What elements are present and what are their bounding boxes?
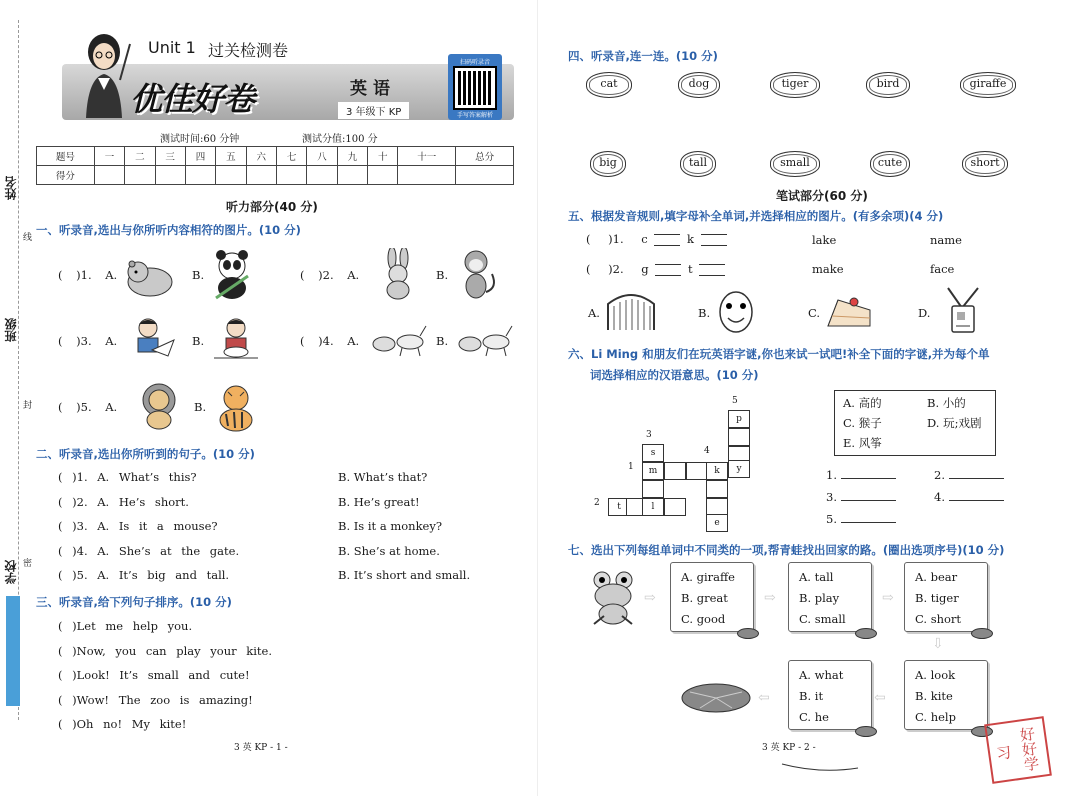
s1-q3-b[interactable]: B. xyxy=(192,334,205,348)
s5-opt-a[interactable]: A. xyxy=(588,306,600,320)
lily-pad-home xyxy=(680,680,752,720)
s6-answer-label: 4. xyxy=(934,490,945,504)
bear-picture[interactable] xyxy=(124,254,176,302)
face-picture[interactable] xyxy=(716,290,756,338)
s6-answer-blank[interactable] xyxy=(841,522,896,523)
score-header-cell: 一 xyxy=(94,147,124,166)
s1-q3[interactable]: ( )3. A. xyxy=(58,334,118,348)
s2-item-3[interactable]: ( )3. A. Is it a mouse? xyxy=(58,519,218,534)
s7-option[interactable]: C. he xyxy=(799,710,829,724)
arrow-3: ⇨ xyxy=(882,590,894,606)
opt-e: E. 风筝 xyxy=(843,436,882,450)
score-input-cell[interactable] xyxy=(307,166,337,185)
match-word-top-3[interactable]: tiger xyxy=(770,72,820,98)
cw-cell-3c[interactable] xyxy=(642,480,664,498)
crossword[interactable] xyxy=(594,396,760,536)
match-word-top-1[interactable]: cat xyxy=(586,72,632,98)
s7-option[interactable]: B. it xyxy=(799,689,824,703)
score-header-cell: 三 xyxy=(155,147,185,166)
s7-group-5 xyxy=(788,660,872,730)
s7-option[interactable]: C. small xyxy=(799,612,846,626)
s1-q4-b[interactable]: B. xyxy=(436,334,449,348)
s7-option[interactable]: C. short xyxy=(915,612,962,626)
s1-q1[interactable]: ( )1. A. xyxy=(58,268,118,282)
page-1-footer: 3 英 KP - 1 - xyxy=(234,743,288,753)
arrow-down: ⇩ xyxy=(932,636,944,652)
s2-item-4[interactable]: ( )4. A. She’s at the gate. xyxy=(58,543,240,558)
s7-option[interactable]: B. great xyxy=(681,591,728,605)
s6-answer-label: 5. xyxy=(826,512,837,526)
s2-item-1[interactable]: ( )1. A. What’s this? xyxy=(58,470,197,484)
cw-cell-1b[interactable] xyxy=(664,462,686,480)
s7-option[interactable]: A. bear xyxy=(915,570,958,584)
s1-q2-b[interactable]: B. xyxy=(436,268,449,282)
s2-item-5-b[interactable]: B. It’s short and small. xyxy=(338,568,471,583)
frog-picture xyxy=(588,570,640,630)
cw-cell-1c[interactable] xyxy=(686,462,708,480)
s7-option[interactable]: C. good xyxy=(681,612,726,626)
written-title: 笔试部分(60 分) xyxy=(776,189,868,203)
score-input-cell[interactable] xyxy=(185,166,215,185)
cw-cell-p[interactable]: p xyxy=(728,410,750,428)
s3-item-4[interactable]: ( )Wow! The zoo is amazing! xyxy=(58,692,253,707)
score-header-cell: 八 xyxy=(307,147,337,166)
section-4-title: 四、听录音,连一连。(10 分) xyxy=(568,49,718,63)
cw-cell-e[interactable]: e xyxy=(706,514,728,532)
arrow-5: ⇦ xyxy=(758,690,770,706)
score-input-cell[interactable] xyxy=(94,166,124,185)
s6-answer-label: 1. xyxy=(826,468,837,482)
test-title: 过关检测卷 xyxy=(208,41,289,60)
cw-cell-m[interactable]: m xyxy=(642,462,664,480)
lily-pad-icon xyxy=(855,628,877,639)
s2-item-4-b[interactable]: B. She’s at home. xyxy=(338,543,440,558)
s5-q1[interactable] xyxy=(586,232,730,246)
score-input-cell[interactable] xyxy=(216,166,246,185)
score-header-cell: 总分 xyxy=(456,147,514,166)
s5-q1-label: ( )1. c xyxy=(586,232,648,246)
s5-q2-letter: t xyxy=(687,262,693,276)
s6-answer-2[interactable] xyxy=(934,468,1004,482)
s2-item-3-b[interactable]: B. Is it a monkey? xyxy=(338,519,442,534)
panda-picture[interactable] xyxy=(210,250,254,304)
opt-a: A. 高的 xyxy=(843,396,882,410)
match-word-bottom-1[interactable]: big xyxy=(590,151,626,177)
cw-num-1: 1 xyxy=(628,462,634,472)
score-header-cell: 九 xyxy=(337,147,367,166)
match-word-bottom-4[interactable]: cute xyxy=(870,151,910,177)
cw-num-4: 4 xyxy=(704,446,710,456)
cw-num-5: 5 xyxy=(732,396,738,406)
section-7-title: 七、选出下列每组单词中不同类的一项,帮青蛙找出回家的路。(圈出选项序号)(10 分) xyxy=(568,543,1005,557)
grade-label: 3 年级下 KP xyxy=(338,102,409,119)
score-table xyxy=(36,146,514,185)
s2-item-1-b[interactable]: B. What’s that? xyxy=(338,470,428,484)
score-input-cell[interactable] xyxy=(398,166,456,185)
score-input-cell[interactable] xyxy=(246,166,276,185)
s6-answer-1[interactable] xyxy=(826,468,896,482)
s1-q1-b[interactable]: B. xyxy=(192,268,205,282)
s3-item-5[interactable]: ( )Oh no! My kite! xyxy=(58,717,187,732)
s6-answer-blank[interactable] xyxy=(949,500,1004,501)
s5-opt-d[interactable]: D. xyxy=(918,306,931,320)
section-2-title: 二、听录音,选出你所听到的句子。(10 分) xyxy=(36,447,255,461)
section-1-title: 一、听录音,选出与你所听内容相符的图片。(10 分) xyxy=(36,223,301,237)
qr-code-block[interactable] xyxy=(448,54,502,120)
cw-num-3: 3 xyxy=(646,430,652,440)
animals-a-picture[interactable] xyxy=(370,324,428,362)
seal-char-1: 线 xyxy=(21,232,31,241)
s1-q5-b[interactable]: B. xyxy=(194,400,207,414)
s2-item-2-b[interactable]: B. He’s great! xyxy=(338,494,420,509)
s6-answer-blank[interactable] xyxy=(841,500,896,501)
score-header-cell: 四 xyxy=(185,147,215,166)
study-stamp: 好好学习 xyxy=(984,716,1052,784)
s7-option[interactable]: A. giraffe xyxy=(681,570,735,584)
s7-option[interactable]: C. help xyxy=(915,710,956,724)
match-word-bottom-2[interactable]: tall xyxy=(680,151,716,177)
score-header-cell: 二 xyxy=(125,147,155,166)
name-label: 姓名 xyxy=(4,176,18,200)
score-row-label: 得分 xyxy=(37,166,95,185)
seal-char-2: 封 xyxy=(21,400,31,409)
s7-option[interactable]: A. tall xyxy=(799,570,834,584)
score-header-cell: 十一 xyxy=(398,147,456,166)
section-6-title-2: 词选择相应的汉语意思。(10 分) xyxy=(590,368,759,382)
tiger-picture[interactable] xyxy=(210,382,262,436)
s5-opt-c[interactable]: C. xyxy=(808,306,821,320)
class-label: 班级 xyxy=(4,318,18,342)
subject-title: 英语 xyxy=(350,79,396,99)
word-make: make xyxy=(812,262,844,276)
score-input-cell[interactable] xyxy=(125,166,155,185)
word-face: face xyxy=(930,262,955,276)
cw-cell-y[interactable]: y xyxy=(728,460,750,478)
qr-top-label: 扫码听录音 xyxy=(459,59,490,66)
test-score: 测试分值:100 分 xyxy=(302,134,378,145)
boy-folding-picture[interactable] xyxy=(128,316,176,364)
gate-picture[interactable] xyxy=(604,288,658,336)
score-input-cell[interactable] xyxy=(276,166,306,185)
score-header-cell: 题号 xyxy=(37,147,95,166)
section-3-title: 三、听录音,给下列句子排序。(10 分) xyxy=(36,595,232,609)
cw-cell-4b[interactable] xyxy=(706,480,728,498)
match-word-top-2[interactable]: dog xyxy=(678,72,720,98)
s1-q2[interactable]: ( )2. A. xyxy=(300,268,360,282)
word-name: name xyxy=(930,233,962,247)
seal-char-3: 密 xyxy=(21,558,31,567)
s5-q2[interactable] xyxy=(586,262,728,276)
s5-q1-letter: k xyxy=(687,232,694,246)
s5-q2-blank-1[interactable] xyxy=(655,264,681,276)
match-word-top-5[interactable]: giraffe xyxy=(960,72,1016,98)
s1-q5[interactable]: ( )5. A. xyxy=(58,400,118,414)
rabbit-picture[interactable] xyxy=(380,248,416,304)
handwritten-mark xyxy=(780,758,860,778)
section-5-title: 五、根据发音规则,填字母补全单词,并选择相应的图片。(有多余项)(4 分) xyxy=(568,209,944,223)
s6-answer-3[interactable] xyxy=(826,490,896,504)
match-word-bottom-3[interactable]: small xyxy=(770,151,820,177)
opt-c: C. 猴子 xyxy=(843,416,882,430)
monkey-picture[interactable] xyxy=(458,248,498,304)
s7-option[interactable]: A. look xyxy=(915,668,956,682)
name-tag-picture[interactable] xyxy=(940,286,984,340)
score-input-cell[interactable] xyxy=(337,166,367,185)
cw-num-2: 2 xyxy=(594,498,600,508)
page-divider xyxy=(537,0,538,796)
s5-opt-b[interactable]: B. xyxy=(698,306,711,320)
s3-item-2[interactable]: ( )Now, you can play your kite. xyxy=(58,643,273,658)
s1-q4[interactable]: ( )4. A. xyxy=(300,334,360,348)
s7-option[interactable]: B. tiger xyxy=(915,591,959,605)
left-margin xyxy=(0,0,31,796)
cake-picture[interactable] xyxy=(824,292,874,336)
s7-option[interactable]: A. what xyxy=(799,668,844,682)
lily-pad-icon xyxy=(971,628,993,639)
boy-drum-picture[interactable] xyxy=(212,316,260,364)
s6-answer-label: 2. xyxy=(934,468,945,482)
s2-item-2[interactable]: ( )2. A. He’s short. xyxy=(58,494,189,509)
blue-tab xyxy=(6,596,20,706)
qr-code-icon xyxy=(455,68,495,108)
s5-q1-blank-1[interactable] xyxy=(654,234,680,246)
score-input-cell[interactable] xyxy=(368,166,398,185)
s6-answer-4[interactable] xyxy=(934,490,1004,504)
listening-title: 听力部分(40 分) xyxy=(226,200,318,214)
arrow-1: ⇨ xyxy=(644,590,656,606)
s5-q2-label: ( )2. g xyxy=(586,262,649,276)
s7-group-1 xyxy=(670,562,754,632)
cw-cell-l[interactable]: l xyxy=(642,498,664,516)
page-2-footer: 3 英 KP - 2 - xyxy=(762,743,816,753)
teacher-illustration xyxy=(76,30,132,118)
cw-cell-t[interactable]: t xyxy=(608,498,630,516)
cw-cell-2d[interactable] xyxy=(664,498,686,516)
score-input-cell[interactable] xyxy=(155,166,185,185)
s7-option[interactable]: B. play xyxy=(799,591,840,605)
cw-cell-s[interactable]: s xyxy=(642,444,664,462)
word-lake: lake xyxy=(812,233,837,247)
s5-q2-blank-2[interactable] xyxy=(699,264,725,276)
test-time: 测试时间:60 分钟 xyxy=(160,134,240,145)
s5-q1-blank-2[interactable] xyxy=(701,234,727,246)
s6-answer-label: 3. xyxy=(826,490,837,504)
s7-option[interactable]: B. kite xyxy=(915,689,953,703)
score-header-cell: 五 xyxy=(216,147,246,166)
unit-label: Unit 1 xyxy=(148,38,196,57)
s7-group-3 xyxy=(904,562,988,632)
lily-pad-icon xyxy=(855,726,877,737)
animals-b-picture[interactable] xyxy=(456,324,514,362)
score-header-cell: 六 xyxy=(246,147,276,166)
s3-item-3[interactable]: ( )Look! It’s small and cute! xyxy=(58,668,250,683)
s7-group-2 xyxy=(788,562,872,632)
lily-pad-icon xyxy=(737,628,759,639)
s6-options-box xyxy=(834,390,996,456)
opt-b: B. 小的 xyxy=(927,396,966,410)
qr-bottom-label: 手写答案解析 xyxy=(456,112,493,119)
lion-picture[interactable] xyxy=(136,382,182,434)
s2-item-5[interactable]: ( )5. A. It’s big and tall. xyxy=(58,568,230,583)
brand-logo: 优佳好卷 xyxy=(130,80,255,118)
opt-d: D. 玩;戏剧 xyxy=(927,416,982,430)
arrow-4: ⇦ xyxy=(874,690,886,706)
match-word-bottom-5[interactable]: short xyxy=(962,151,1008,177)
cw-cell-k[interactable]: k xyxy=(706,462,728,480)
cw-cell-5b[interactable] xyxy=(728,428,750,446)
s7-group-4 xyxy=(904,660,988,730)
arrow-2: ⇨ xyxy=(764,590,776,606)
section-6-title: 六、Li Ming 和朋友们在玩英语字谜,你也来试一试吧!补全下面的字谜,并为每个单 xyxy=(568,347,990,361)
score-input-cell[interactable] xyxy=(456,166,514,185)
match-word-top-4[interactable]: bird xyxy=(866,72,910,98)
s6-answer-blank[interactable] xyxy=(841,478,896,479)
s6-answer-5[interactable] xyxy=(826,512,896,526)
s3-item-1[interactable]: ( )Let me help you. xyxy=(58,619,193,633)
school-label: 学校 xyxy=(4,560,18,584)
score-header-cell: 十 xyxy=(368,147,398,166)
s6-answer-blank[interactable] xyxy=(949,478,1004,479)
score-header-cell: 七 xyxy=(276,147,306,166)
